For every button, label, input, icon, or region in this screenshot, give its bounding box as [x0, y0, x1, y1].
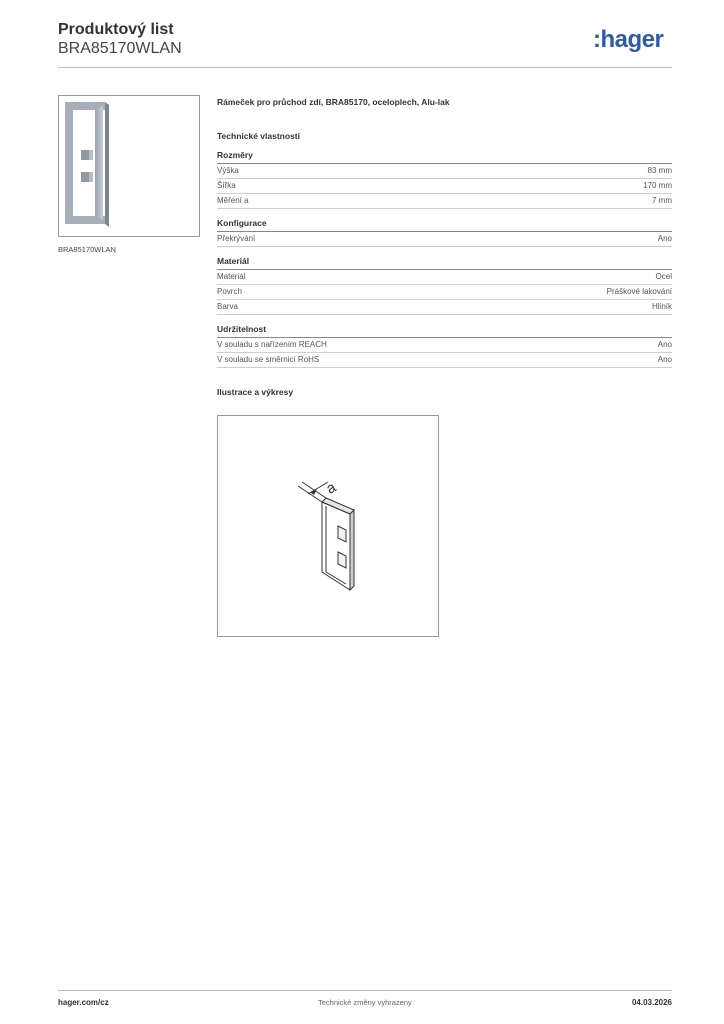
spec-value: Hliník: [651, 302, 672, 311]
section-title: Konfigurace: [217, 217, 672, 232]
spec-label: V souladu se směrnicí RoHS: [217, 355, 320, 364]
spec-value: 170 mm: [643, 181, 672, 190]
product-description: Rámeček pro průchod zdí, BRA85170, oceloplech, Alu-lak: [217, 97, 450, 107]
hager-logo: :hager: [593, 26, 664, 53]
spec-value: Ano: [657, 340, 672, 349]
footer-note: Technické změny vyhrazeny: [318, 998, 412, 1007]
spec-label: Barva: [217, 302, 238, 311]
illustrations-heading: Ilustrace a výkresy: [217, 387, 294, 397]
spec-section: [217, 255, 672, 315]
product-image-caption: BRA85170WLAN: [58, 245, 116, 254]
spec-row: [217, 338, 672, 353]
spec-label: Výška: [217, 166, 239, 175]
spec-value: Ocel: [655, 272, 672, 281]
section-title: Rozměry: [217, 149, 672, 164]
footer-divider: [58, 990, 672, 991]
section-title: Udržitelnost: [217, 323, 672, 338]
spec-row: [217, 179, 672, 194]
section-title: Materiál: [217, 255, 672, 270]
spec-row: [217, 270, 672, 285]
spec-label: Povrch: [217, 287, 242, 296]
spec-row: [217, 300, 672, 315]
frame-product-icon: [59, 96, 199, 236]
spec-label: V souladu s nařízením REACH: [217, 340, 327, 349]
page-title: Produktový list: [58, 21, 174, 38]
spec-label: Materiál: [217, 272, 246, 281]
product-code: BRA85170WLAN: [58, 40, 182, 57]
footer-website[interactable]: hager.com/cz: [58, 998, 109, 1007]
spec-row: [217, 164, 672, 179]
spec-value: Ano: [657, 234, 672, 243]
spec-content: [217, 95, 672, 399]
header-divider: [58, 67, 672, 68]
spec-row: [217, 194, 672, 209]
technical-heading: Technické vlastnosti: [217, 131, 300, 141]
spec-value: 83 mm: [647, 166, 672, 175]
dimension-drawing-icon: [218, 416, 438, 636]
spec-row: [217, 232, 672, 247]
spec-row: [217, 353, 672, 368]
spec-value: 7 mm: [652, 196, 672, 205]
spec-label: Překrývání: [217, 234, 256, 243]
product-image: [58, 95, 200, 237]
spec-row: [217, 285, 672, 300]
illustration-image: [217, 415, 439, 637]
spec-section: [217, 323, 672, 368]
spec-value: Ano: [657, 355, 672, 364]
spec-section: [217, 217, 672, 247]
footer-date: 04.03.2026: [631, 998, 672, 1007]
spec-label: Měření a: [217, 196, 249, 205]
spec-section: [217, 149, 672, 209]
spec-value: Práškové lakování: [606, 287, 672, 296]
spec-label: Šířka: [217, 181, 236, 190]
svg-text:a: a: [323, 478, 340, 498]
